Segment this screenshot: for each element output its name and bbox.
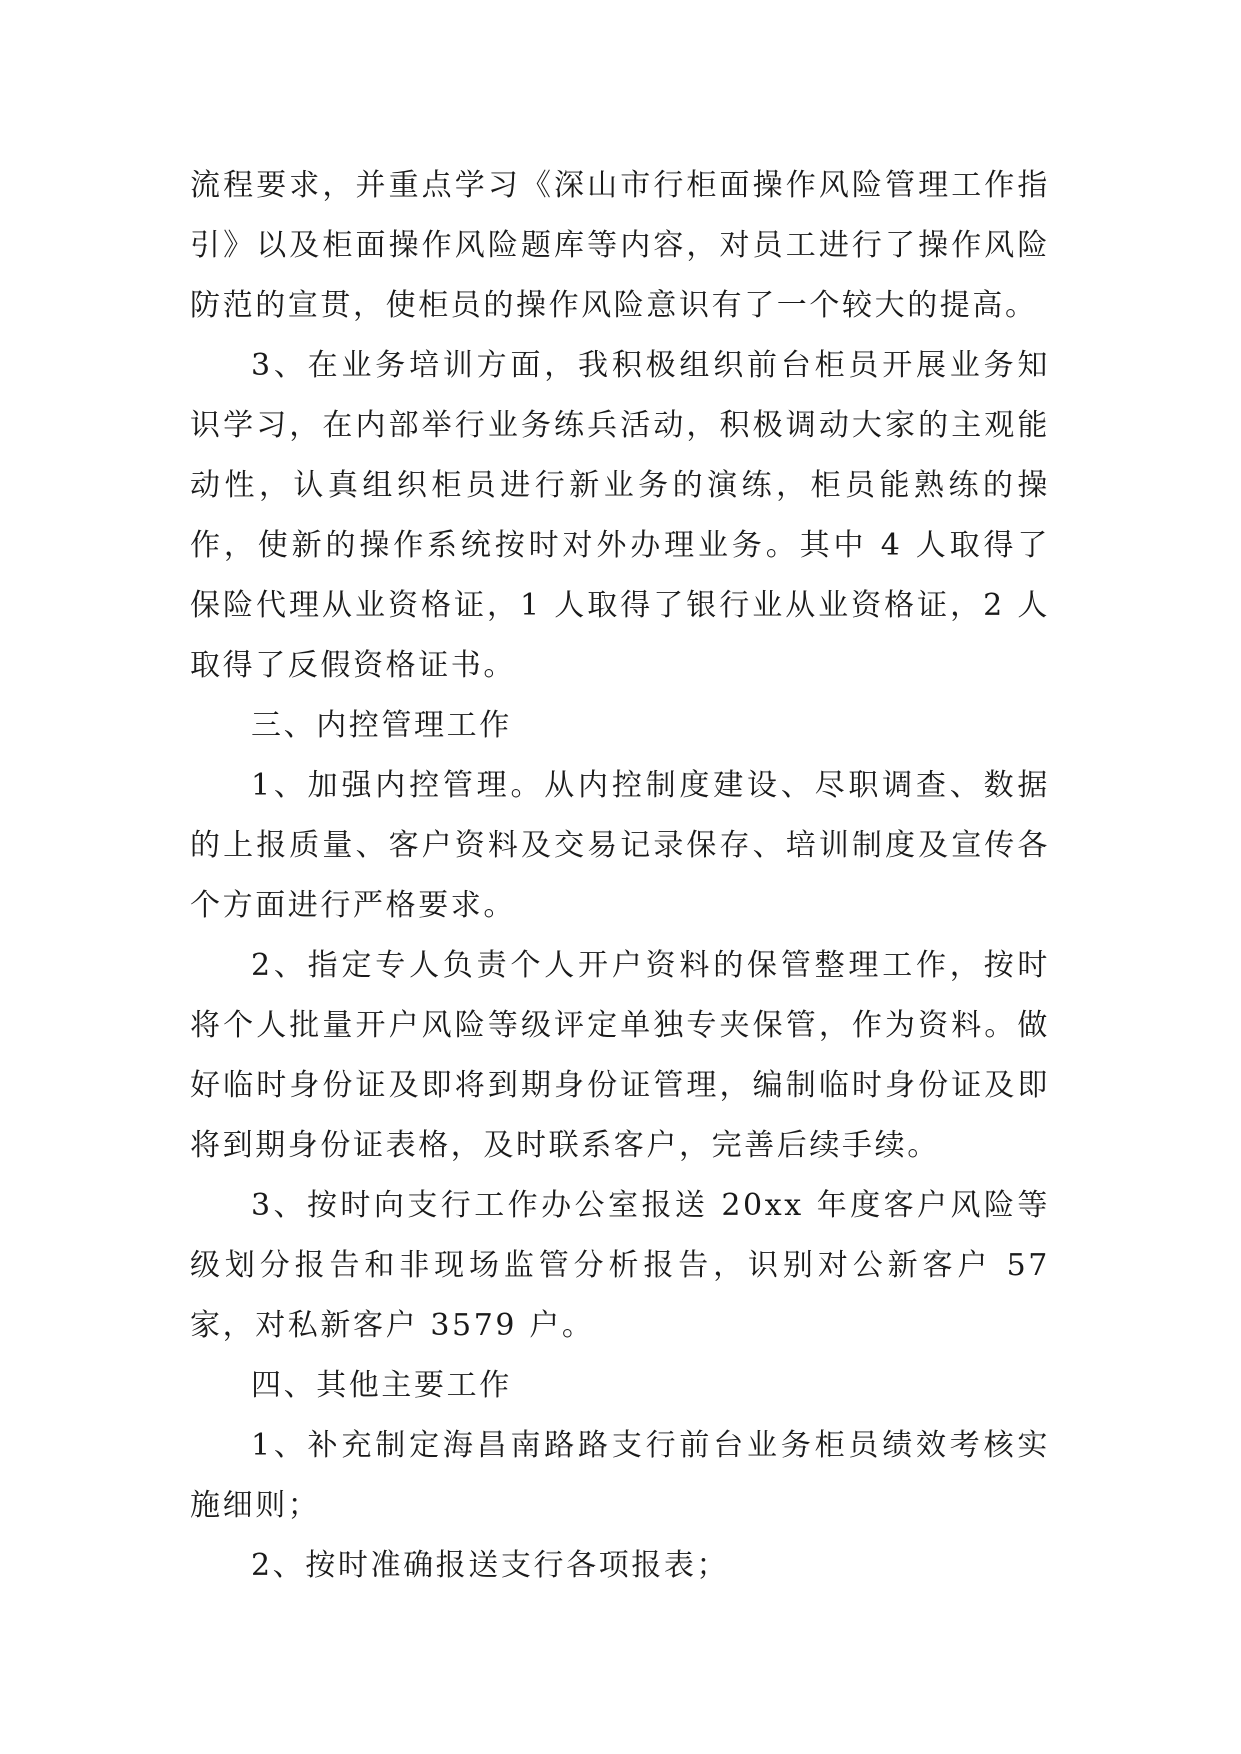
paragraph-continuation: 流程要求，并重点学习《深山市行柜面操作风险管理工作指引》以及柜面操作风险题库等内容，对员工进行了操作风险防范的宣贯，使柜员的操作风险意识有了一个较大的提高。 — [190, 168, 1050, 323]
paragraph-other-work-2: 2、按时准确报送支行各项报表； — [251, 1548, 730, 1583]
paragraph-business-training: 3、在业务培训方面，我积极组织前台柜员开展业务知识学习，在内部举行业务练兵活动，积极调动大家的主观能动性，认真组织柜员进行新业务的演练，柜员能熟练的操作，使新的操作系统按时对外办理业务。其中 4 人取得了保险代理从业资格证，1 人取得了银行业从业资格证，2 人取得了反假资格证书。 — [190, 348, 1050, 683]
section-heading-internal-control: 三、内控管理工作 — [251, 708, 512, 743]
paragraph-internal-control-3: 3、按时向支行工作办公室报送 20xx 年度客户风险等级划分报告和非现场监管分析报告，识别对公新客户 57 家，对私新客户 3579 户。 — [190, 1188, 1050, 1343]
section-heading-other-work: 四、其他主要工作 — [251, 1368, 512, 1403]
paragraph-other-work-1: 1、补充制定海昌南路路支行前台业务柜员绩效考核实施细则； — [190, 1428, 1050, 1523]
paragraph-internal-control-2: 2、指定专人负责个人开户资料的保管整理工作，按时将个人批量开户风险等级评定单独专夹保管，作为资料。做好临时身份证及即将到期身份证管理，编制临时身份证及即将到期身份证表格，及时联系客户，完善后续手续。 — [190, 948, 1050, 1163]
paragraph-internal-control-1: 1、加强内控管理。从内控制度建设、尽职调查、数据的上报质量、客户资料及交易记录保存、培训制度及宣传各个方面进行严格要求。 — [190, 768, 1050, 923]
document-body — [190, 156, 1050, 1596]
